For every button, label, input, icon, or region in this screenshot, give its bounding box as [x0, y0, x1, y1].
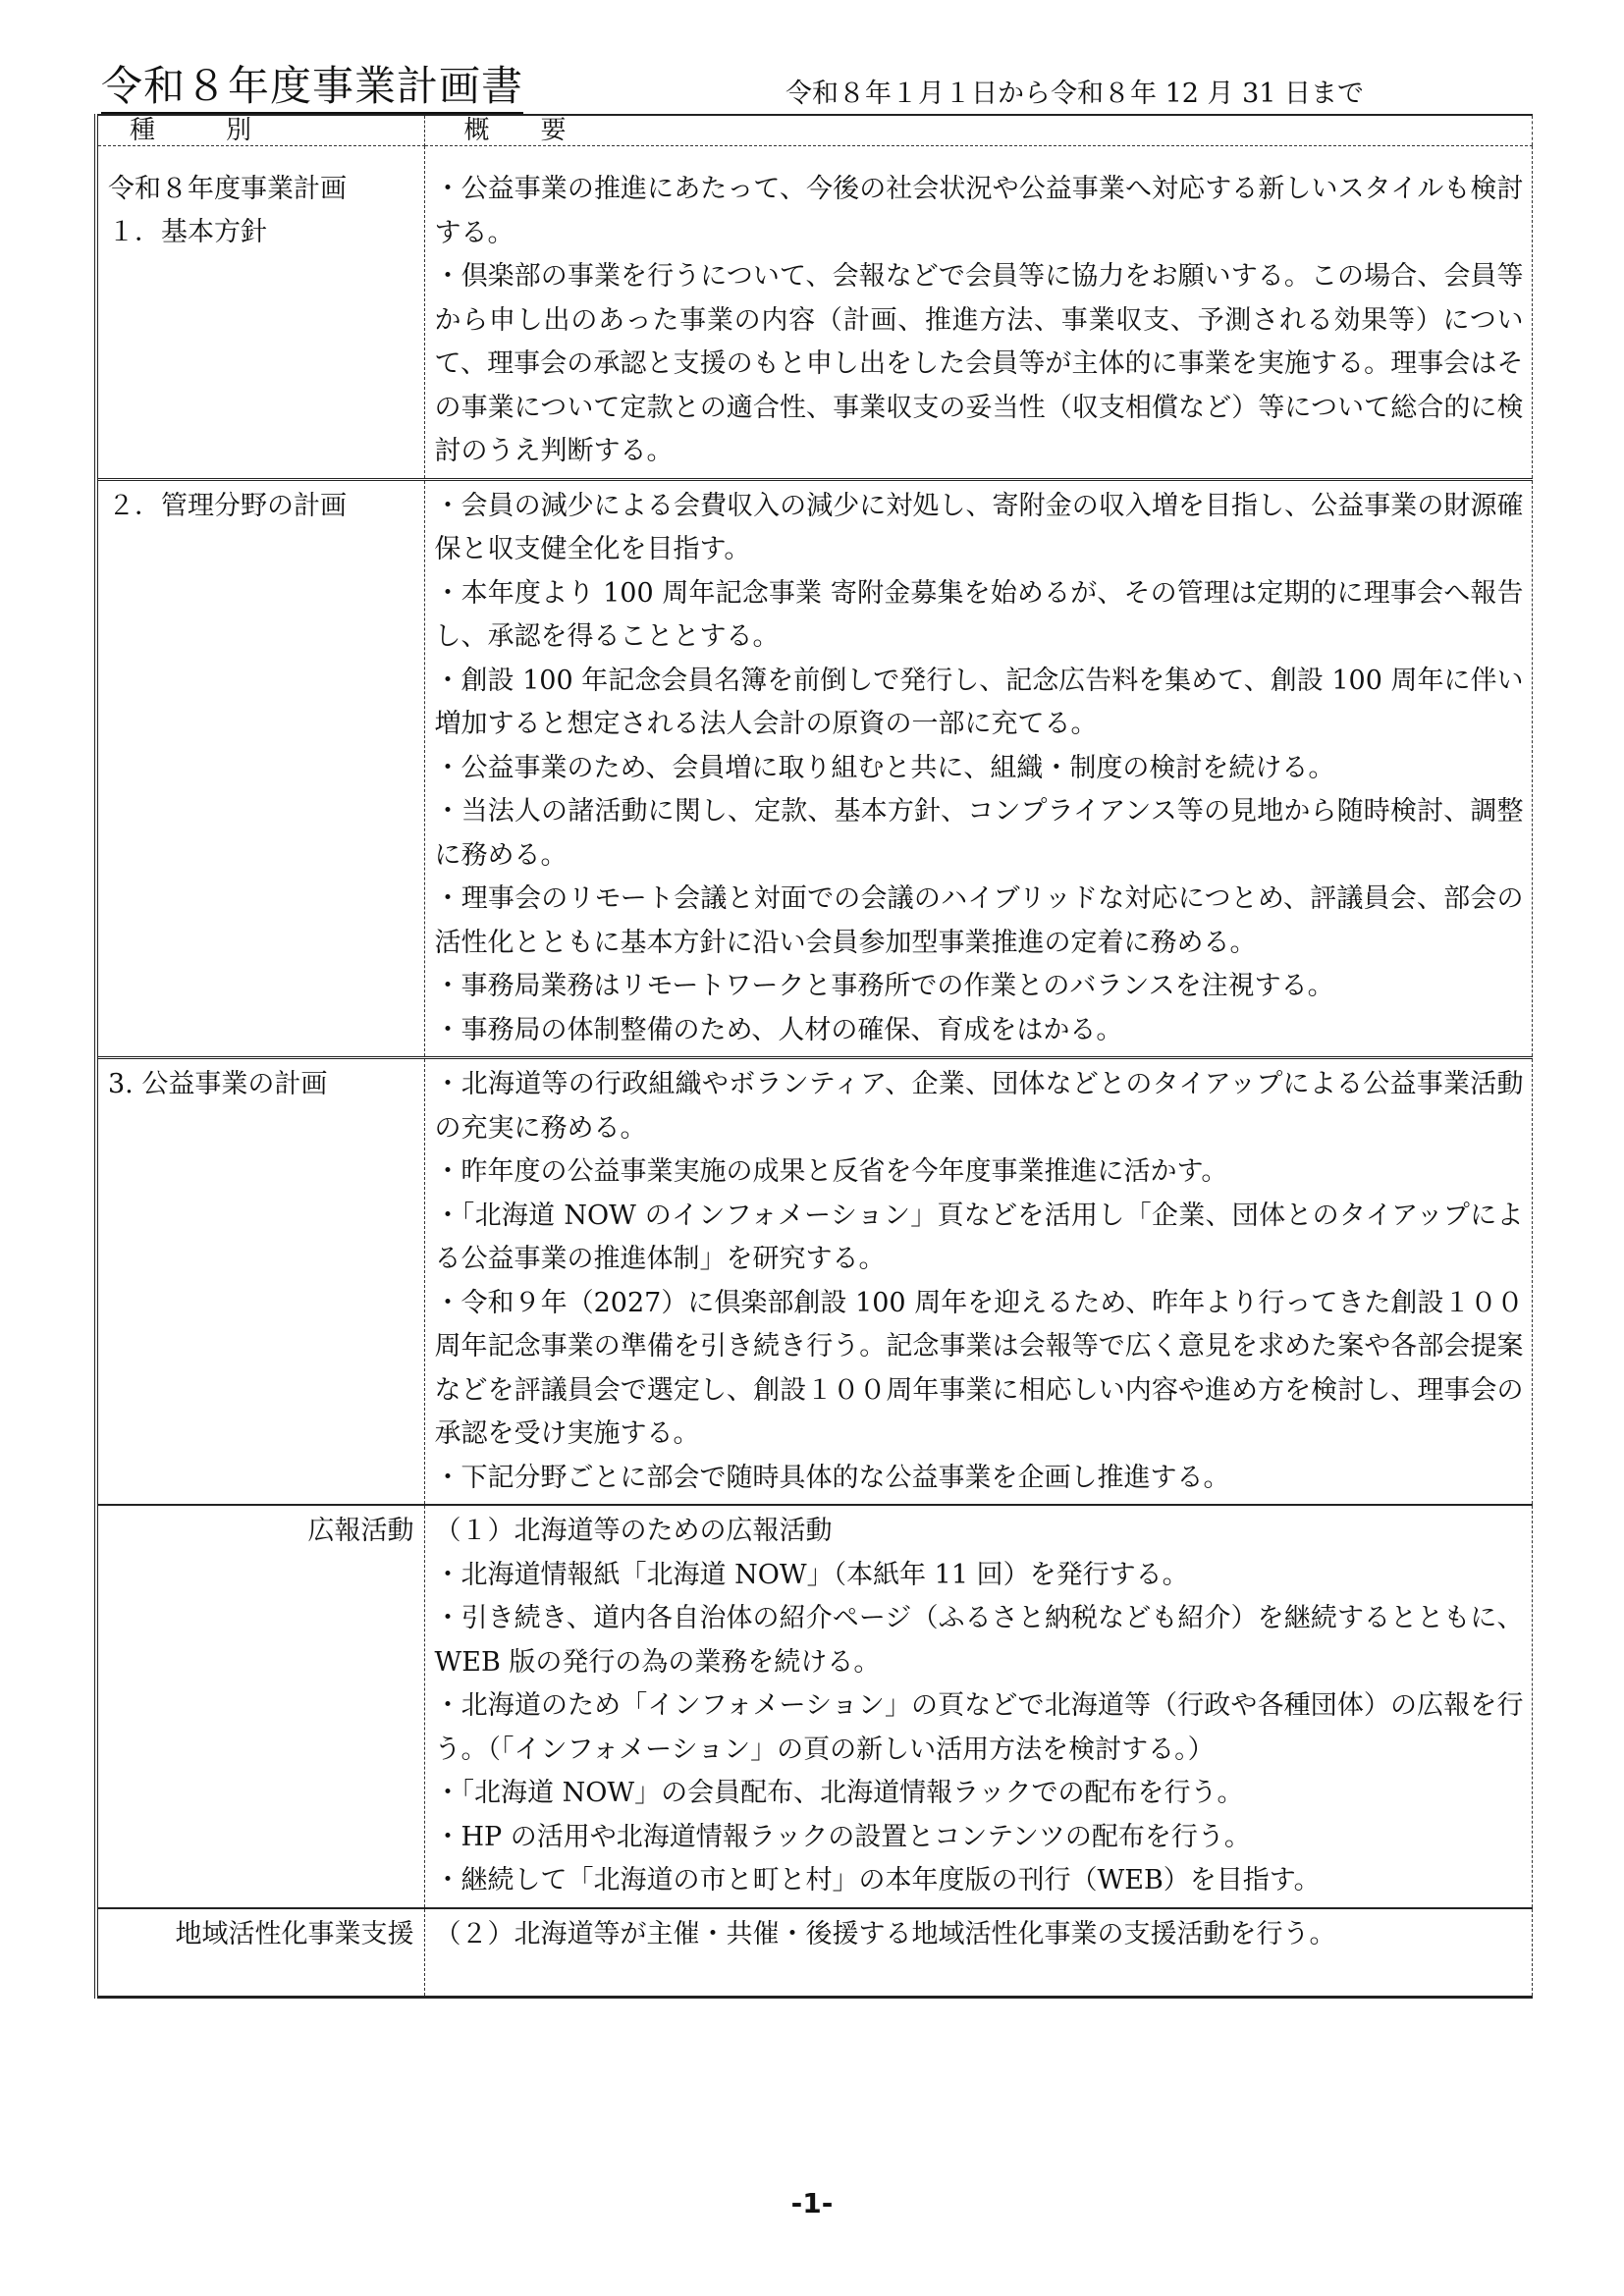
header-category-char-2: 別	[226, 116, 252, 145]
summary-item: ・倶楽部の事業を行うについて、会報などで会員等に協力をお願いする。この場合、会員等から申し出のあった事業の内容（計画、推進方法、事業収支、予測される効果等）について、理事会の承認と支援のもと申し出をした会員等が主体的に事業を実施する。理事会はその事業について定款との適合性、事業収支の妥当性（収支相償など）等について総合的に検討のうえ判断する。	[434, 261, 1524, 466]
header-summary	[424, 115, 1532, 146]
category-cell	[96, 1505, 424, 1908]
table-row-regional-revitalization	[96, 1908, 1532, 1998]
document-title: 令和８年度事業計画書	[101, 61, 523, 115]
summary-cell	[424, 146, 1532, 480]
table-row-management	[96, 479, 1532, 1058]
summary-item: （２）北海道等が主催・共催・後援する地域活性化事業の支援活動を行う。	[434, 1918, 1336, 1949]
summary-item: ・創設 100 年記念会員名簿を前倒しで発行し、記念広告料を集めて、創設 100 周年に伴い増加すると想定される法人会計の原資の一部に充てる。	[434, 665, 1524, 739]
summary-item: ・継続して「北海道の市と町と村」の本年度版の刊行（WEB）を目指す。	[434, 1865, 1321, 1896]
page-number: -1-	[790, 2187, 834, 2219]
summary-item: ・当法人の諸活動に関し、定款、基本方針、コンプライアンス等の見地から随時検討、調整に務める。	[434, 796, 1524, 871]
summary-item: ・事務局の体制整備のため、人材の確保、育成をはかる。	[434, 1014, 1123, 1045]
summary-item: ・北海道のため「インフォメーション」の頁などで北海道等（行政や各種団体）の広報を行う。（「インフォメーション」の頁の新しい活用方法を検討する。）	[434, 1690, 1524, 1765]
summary-item: ・北海道等の行政組織やボランティア、企業、団体などとのタイアップによる公益事業活動の充実に務める。	[434, 1069, 1524, 1144]
summary-item: ・HP の活用や北海道情報ラックの設置とコンテンツの配布を行う。	[434, 1821, 1251, 1852]
plan-period: 令和８年１月１日から令和８年 12 月 31 日まで	[785, 79, 1365, 109]
summary-item: ・引き続き、道内各自治体の紹介ページ（ふるさと納税なども紹介）を継続するとともに、WEB 版の発行の為の業務を続ける。	[434, 1603, 1524, 1678]
category-label: 令和８年度事業計画	[108, 174, 347, 204]
summary-item: （１）北海道等のための広報活動	[434, 1516, 833, 1546]
header-summary-char-1: 概	[463, 116, 490, 145]
summary-cell	[424, 1908, 1532, 1998]
summary-item: ・「北海道 NOW」の会員配布、北海道情報ラックでの配布を行う。	[434, 1778, 1244, 1808]
category-label: ２．管理分野の計画	[108, 490, 347, 521]
header-category-char-1: 種	[130, 116, 156, 145]
summary-cell	[424, 1505, 1532, 1908]
category-cell	[96, 146, 424, 480]
summary-item: ・下記分野ごとに部会で随時具体的な公益事業を企画し推進する。	[434, 1462, 1230, 1493]
summary-cell	[424, 1058, 1532, 1506]
summary-item: ・理事会のリモート会議と対面での会議のハイブリッドな対応につとめ、評議員会、部会の活性化とともに基本方針に沿い会員参加型事業推進の定着に務める。	[434, 883, 1524, 958]
category-cell	[96, 1908, 424, 1998]
table-row-basic-policy	[96, 146, 1532, 480]
summary-item: ・事務局業務はリモートワークと事務所での作業とのバランスを注視する。	[434, 971, 1334, 1001]
summary-cell	[424, 479, 1532, 1058]
summary-item: ・公益事業の推進にあたって、今後の社会状況や公益事業へ対応する新しいスタイルも検討する。	[434, 174, 1524, 248]
category-cell	[96, 479, 424, 1058]
summary-item: ・北海道情報紙「北海道 NOW」（本紙年 11 回）を発行する。	[434, 1559, 1189, 1590]
summary-item: ・本年度より 100 周年記念事業 寄附金募集を始めるが、その管理は定期的に理事会へ報告し、承認を得ることとする。	[434, 577, 1524, 652]
business-plan-table	[94, 114, 1533, 1999]
header-summary-char-2: 要	[540, 116, 567, 145]
summary-item: ・会員の減少による会費収入の減少に対処し、寄附金の収入増を目指し、公益事業の財源確保と収支健全化を目指す。	[434, 490, 1524, 564]
category-label: １．基本方針	[108, 217, 267, 247]
header-category	[96, 115, 424, 146]
category-cell	[96, 1058, 424, 1506]
category-label: 広報活動	[307, 1516, 414, 1546]
table-row-public-benefit	[96, 1058, 1532, 1506]
summary-item: ・昨年度の公益事業実施の成果と反省を今年度事業推進に活かす。	[434, 1156, 1228, 1187]
table-row-public-relations	[96, 1505, 1532, 1908]
category-label: 3. 公益事業の計画	[108, 1069, 328, 1099]
summary-item: ・令和９年（2027）に倶楽部創設 100 周年を迎えるため、昨年より行ってきた創設１００周年記念事業の準備を引き続き行う。記念事業は会報等で広く意見を求めた案や各部会提案などを評議員会で選定し、創設１００周年事業に相応しい内容や進め方を検討し、理事会の承認を受け実施する。	[434, 1287, 1524, 1449]
table-header-row	[96, 115, 1532, 146]
summary-item: ・「北海道 NOW のインフォメーション」頁などを活用し「企業、団体とのタイアップによる公益事業の推進体制」を研究する。	[434, 1200, 1524, 1274]
summary-item: ・公益事業のため、会員増に取り組むと共に、組織・制度の検討を続ける。	[434, 752, 1335, 783]
category-label: 地域活性化事業支援	[175, 1918, 414, 1949]
